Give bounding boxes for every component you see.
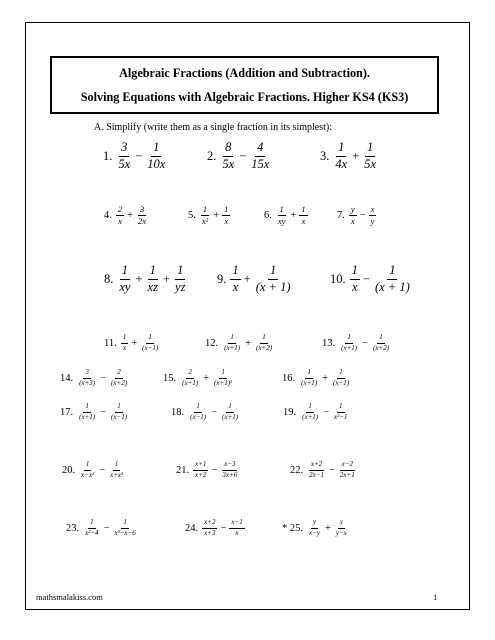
problem-number: 4.: [104, 210, 112, 222]
denominator: x: [235, 528, 239, 537]
operator: −: [362, 337, 369, 349]
problem-13: [322, 334, 391, 352]
denominator: x+2: [195, 470, 207, 479]
numerator: 2: [116, 205, 124, 216]
numerator: 1: [299, 205, 307, 216]
numerator: 1: [201, 205, 209, 216]
denominator: (x+1)²: [214, 378, 233, 387]
operator: −: [239, 148, 247, 163]
numerator: x−1: [229, 519, 244, 529]
denominator: 3x+6: [222, 470, 238, 479]
fraction: [212, 369, 234, 387]
problem-12: [205, 334, 274, 352]
problem-22: [290, 461, 357, 479]
numerator: 3: [138, 205, 146, 216]
denominator: 15x: [251, 156, 270, 171]
problem-23: [66, 519, 138, 537]
numerator: 1: [194, 403, 202, 413]
numerator: x: [369, 205, 377, 216]
operator: −: [211, 464, 218, 476]
problem-number: 8.: [104, 271, 114, 286]
numerator: 1: [146, 334, 154, 344]
problem-16: [282, 369, 351, 387]
denominator: 5x: [222, 156, 235, 171]
numerator: 1: [377, 334, 385, 344]
denominator: (x+2): [111, 378, 128, 387]
operator: −: [100, 372, 107, 384]
denominator: x: [350, 216, 355, 227]
numerator: 1: [365, 141, 375, 157]
fraction: [109, 403, 129, 421]
denominator: x²: [201, 216, 209, 227]
denominator: (x−1): [190, 412, 207, 421]
numerator: 1: [260, 334, 268, 344]
denominator: (x+3): [79, 378, 96, 387]
operator: +: [324, 522, 331, 534]
operator: −: [100, 406, 107, 418]
problem-1: [103, 141, 167, 172]
fraction: [307, 461, 326, 479]
operator: +: [290, 210, 297, 222]
numerator: 1: [222, 205, 230, 216]
problem-21: [176, 461, 239, 479]
numerator: 1: [121, 519, 129, 529]
denominator: x: [232, 279, 239, 294]
fraction: [338, 461, 357, 479]
denominator: x: [224, 216, 229, 227]
operator: −: [135, 148, 143, 163]
fraction: [230, 264, 240, 295]
numerator: 3: [83, 369, 91, 379]
fraction: [222, 334, 242, 352]
problem-number: 16.: [282, 372, 296, 384]
problem-number: 9.: [217, 271, 227, 286]
fraction: [331, 369, 351, 387]
denominator: (x−1): [142, 343, 159, 352]
numerator: 3: [119, 141, 129, 157]
denominator: (x+1): [302, 412, 319, 421]
numerator: y: [311, 519, 318, 529]
denominator: 2x−1: [309, 470, 324, 479]
operator: +: [162, 271, 171, 286]
title-line-2: Solving Equations with Algebraic Fractions. Higher KS4 (KS3): [80, 90, 409, 104]
numerator: 1: [113, 461, 121, 471]
denominator: 2x+1: [339, 470, 355, 479]
problem-8: [104, 264, 187, 295]
problem-number: 18.: [171, 406, 185, 418]
numerator: 1: [148, 264, 158, 280]
denominator: (x + 1): [374, 279, 410, 294]
problem-19: [283, 403, 349, 421]
numerator: 1: [268, 264, 278, 280]
problem-number: 22.: [290, 464, 304, 476]
fraction: [193, 461, 208, 479]
fraction: [146, 264, 160, 295]
problem-6: [264, 205, 308, 227]
fraction: [140, 334, 160, 352]
numerator: 2: [186, 369, 194, 379]
denominator: x²−1: [334, 412, 348, 421]
denominator: x−x²: [81, 470, 95, 479]
numerator: 1: [115, 403, 123, 413]
operator: +: [203, 372, 210, 384]
problem-number: 6.: [264, 210, 272, 222]
denominator: (x−1): [333, 378, 350, 387]
problem-25: [282, 519, 349, 537]
denominator: xy: [277, 216, 286, 227]
denominator: (x−1): [111, 412, 128, 421]
fraction: [339, 334, 359, 352]
problem-5: [188, 205, 230, 227]
fraction: [77, 369, 97, 387]
fraction: [254, 334, 274, 352]
fraction: [220, 461, 239, 479]
numerator: y: [349, 205, 357, 216]
denominator: 2x: [138, 216, 147, 227]
fraction: [229, 519, 244, 537]
fraction: [300, 403, 320, 421]
problem-number: 2.: [207, 148, 217, 163]
denominator: x: [122, 343, 127, 352]
fraction: [222, 205, 230, 227]
fraction: [220, 403, 240, 421]
denominator: x²−4: [85, 528, 99, 537]
denominator: yz: [175, 279, 186, 294]
denominator: 10x: [147, 156, 166, 171]
fraction: [77, 403, 97, 421]
numerator: 1: [387, 264, 397, 280]
problem-number: 21.: [176, 464, 190, 476]
fraction: [116, 205, 124, 227]
fraction: [79, 461, 96, 479]
fraction: [332, 403, 349, 421]
denominator: x: [301, 216, 306, 227]
denominator: (x+2): [373, 343, 390, 352]
problem-number: 15.: [163, 372, 177, 384]
title-line-1: Algebraic Fractions (Addition and Subtraction).: [119, 66, 370, 80]
denominator: (x+1): [224, 343, 241, 352]
numerator: 1: [175, 264, 185, 280]
denominator: (x+1): [182, 378, 199, 387]
numerator: 1: [84, 461, 92, 471]
problem-number: 7.: [337, 210, 345, 222]
denominator: (x+1): [301, 378, 318, 387]
operator: +: [127, 210, 134, 222]
numerator: 1: [305, 369, 313, 379]
problem-number: 19.: [283, 406, 297, 418]
operator: −: [220, 522, 227, 534]
fraction: [307, 519, 322, 537]
numerator: x+2: [202, 519, 217, 529]
fraction: [249, 141, 271, 172]
denominator: (x + 1): [255, 279, 291, 294]
numerator: 1: [345, 334, 353, 344]
problem-20: [62, 461, 125, 479]
numerator: 1: [337, 403, 345, 413]
fraction: [116, 141, 132, 172]
fraction: [362, 141, 378, 172]
fraction: [276, 205, 288, 227]
operator: −: [99, 464, 106, 476]
operator: −: [211, 406, 218, 418]
fraction: [112, 519, 137, 537]
operator: +: [131, 337, 138, 349]
problem-18: [171, 403, 240, 421]
numerator: x+2: [309, 461, 324, 471]
operator: +: [245, 337, 252, 349]
numerator: 1: [350, 264, 360, 280]
problem-number: * 25.: [282, 522, 303, 534]
operator: +: [135, 271, 143, 286]
fraction: [83, 519, 100, 537]
fraction: [334, 519, 349, 537]
numerator: 1: [88, 519, 96, 529]
denominator: (x+2): [256, 343, 273, 352]
denominator: xy: [119, 279, 131, 294]
denominator: x²−x−6: [114, 528, 136, 537]
denominator: 4x: [335, 156, 348, 171]
numerator: 8: [223, 141, 233, 157]
denominator: x: [351, 279, 358, 294]
numerator: 1: [228, 334, 236, 344]
title-box: [50, 56, 439, 114]
problem-4: [104, 205, 148, 227]
denominator: 5x: [364, 156, 377, 171]
numerator: 1: [219, 369, 227, 379]
problem-number: 11.: [104, 337, 117, 349]
fraction: [220, 141, 236, 172]
problem-number: 5.: [188, 210, 196, 222]
fraction: [136, 205, 148, 227]
fraction: [202, 519, 217, 537]
problem-24: [185, 519, 245, 537]
denominator: x: [118, 216, 122, 227]
numerator: x+1: [193, 461, 208, 471]
fraction: [180, 369, 200, 387]
problem-11: [104, 334, 160, 352]
numerator: 4: [255, 141, 265, 157]
denominator: (x+1): [222, 412, 239, 421]
denominator: xz: [147, 279, 158, 294]
fraction: [371, 334, 391, 352]
footer-page-number: 1: [433, 592, 438, 602]
operator: +: [213, 210, 220, 222]
problem-3: [320, 141, 378, 172]
numerator: 1: [337, 369, 345, 379]
fraction: [369, 205, 377, 227]
numerator: x−2: [340, 461, 355, 471]
operator: −: [362, 271, 370, 286]
denominator: 5x: [118, 156, 131, 171]
numerator: 1: [120, 264, 130, 280]
problem-15: [163, 369, 234, 387]
problem-number: 10.: [330, 271, 346, 286]
problem-number: 13.: [322, 337, 336, 349]
denominator: (x+1): [79, 412, 96, 421]
problem-14: [60, 369, 129, 387]
problem-number: 20.: [62, 464, 76, 476]
numerator: 2: [115, 369, 123, 379]
operator: +: [352, 148, 360, 163]
problem-number: 12.: [205, 337, 219, 349]
operator: −: [323, 406, 330, 418]
numerator: x: [338, 519, 345, 529]
fraction: [254, 264, 293, 295]
problem-number: 23.: [66, 522, 80, 534]
numerator: 1: [83, 403, 91, 413]
denominator: y: [370, 216, 375, 227]
fraction: [349, 205, 357, 227]
numerator: 1: [230, 264, 240, 280]
fraction: [173, 264, 187, 295]
operator: −: [328, 464, 335, 476]
problem-number: 3.: [320, 148, 330, 163]
numerator: x−3: [222, 461, 237, 471]
fraction: [117, 264, 132, 295]
fraction: [109, 369, 129, 387]
denominator: x−y: [309, 528, 320, 537]
fraction: [108, 461, 125, 479]
instruction-text: A. Simplify (write them as a single fraction in its simplest):: [94, 122, 333, 133]
operator: −: [103, 522, 110, 534]
problem-10: [330, 264, 412, 295]
problem-number: 24.: [185, 522, 199, 534]
numerator: 1: [121, 334, 129, 344]
operator: −: [359, 210, 366, 222]
denominator: y−x: [335, 528, 347, 537]
problem-number: 17.: [60, 406, 74, 418]
problem-number: 1.: [103, 148, 113, 163]
fraction: [299, 369, 319, 387]
problem-number: 14.: [60, 372, 74, 384]
denominator: (x+1): [341, 343, 358, 352]
fraction: [200, 205, 210, 227]
denominator: x+x²: [110, 470, 124, 479]
fraction: [333, 141, 349, 172]
fraction: [373, 264, 412, 295]
denominator: x+3: [204, 528, 216, 537]
problem-7: [337, 205, 376, 227]
numerator: 1: [336, 141, 346, 157]
operator: +: [322, 372, 329, 384]
numerator: 1: [226, 403, 234, 413]
fraction: [145, 141, 167, 172]
fraction: [350, 264, 360, 295]
problem-9: [217, 264, 293, 295]
numerator: 1: [306, 403, 314, 413]
fraction: [188, 403, 208, 421]
numerator: 1: [278, 205, 286, 216]
problem-17: [60, 403, 129, 421]
operator: +: [243, 271, 251, 286]
fraction: [299, 205, 307, 227]
footer-site: mathsmalakiss.com: [36, 592, 103, 602]
problem-2: [207, 141, 271, 172]
fraction: [121, 334, 129, 352]
numerator: 1: [151, 141, 161, 157]
